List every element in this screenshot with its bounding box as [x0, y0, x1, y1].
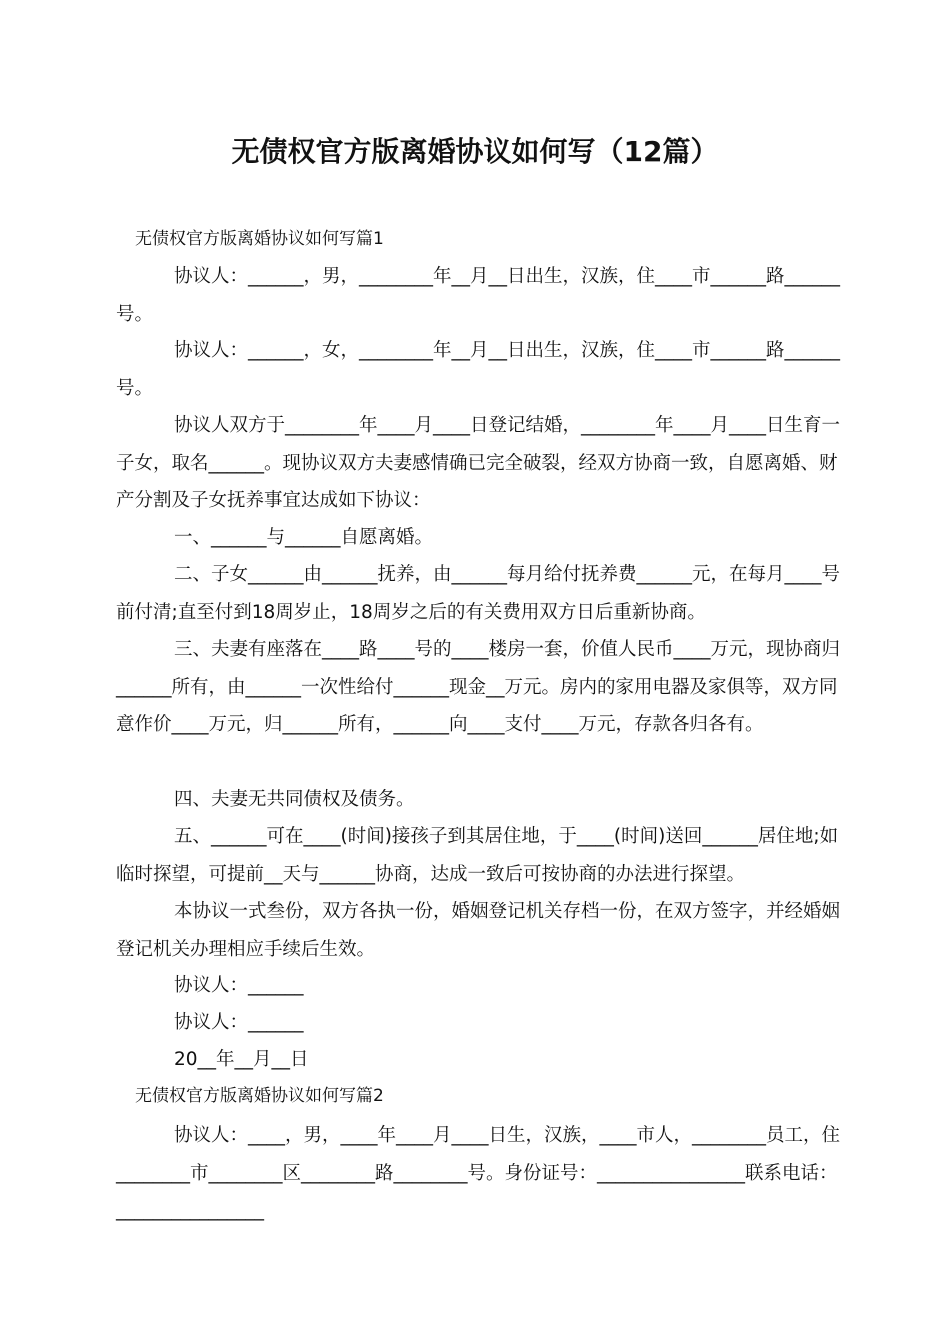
signature-line-2: 协议人：______: [174, 1012, 304, 1033]
signature-date: 20__年__月__日: [174, 1049, 309, 1070]
paragraph-clause-3: 三、夫妻有座落在____路____号的____楼房一套，价值人民币____万元，现协商归______所有，由______一次性给付______现金__万元。房内的家用电器及家俱等，双方同意作价____万元，归______所有，______向____支付____万元，存款各归各有。: [116, 639, 841, 735]
paragraph-section2-party: 协议人：____，男，____年____月____日生，汉族，____市人，________员工，住________市________区________路________号。身份证号：________________联系电话：________________: [116, 1125, 841, 1221]
document-title: 无债权官方版离婚协议如何写（12篇）: [231, 135, 719, 168]
paragraph-clause-2: 二、子女______由______抚养，由______每月给付抚养费______元，在每月____号前付清;直至付到18周岁止，18周岁之后的有关费用双方日后重新协商。: [116, 564, 841, 623]
paragraph-clause-4: 四、夫妻无共同债权及债务。: [174, 789, 415, 810]
paragraph-validity: 本协议一式叁份，双方各执一份，婚姻登记机关存档一份，在双方签字，并经婚姻登记机关办理相应手续后生效。: [116, 901, 841, 960]
paragraph-party-male: 协议人：______，男，________年__月__日出生，汉族，住____市______路______号。: [116, 266, 841, 325]
paragraph-marriage-info: 协议人双方于________年____月____日登记结婚，________年____月____日生育一子女，取名______。现协议双方夫妻感情确已完全破裂，经双方协商一致，自愿离婚、财产分割及子女抚养事宜达成如下协议：: [116, 415, 841, 511]
section-heading-2: 无债权官方版离婚协议如何写篇2: [135, 1086, 384, 1106]
section-heading-1: 无债权官方版离婚协议如何写篇1: [135, 229, 384, 249]
paragraph-clause-1: 一、______与______自愿离婚。: [174, 527, 434, 548]
paragraph-party-female: 协议人：______，女，________年__月__日出生，汉族，住____市______路______号。: [116, 340, 841, 399]
signature-line-1: 协议人：______: [174, 975, 304, 996]
paragraph-clause-5: 五、______可在____(时间)接孩子到其居住地，于____(时间)送回______居住地;如临时探望，可提前__天与______协商，达成一致后可按协商的办法进行探望。: [116, 826, 839, 885]
